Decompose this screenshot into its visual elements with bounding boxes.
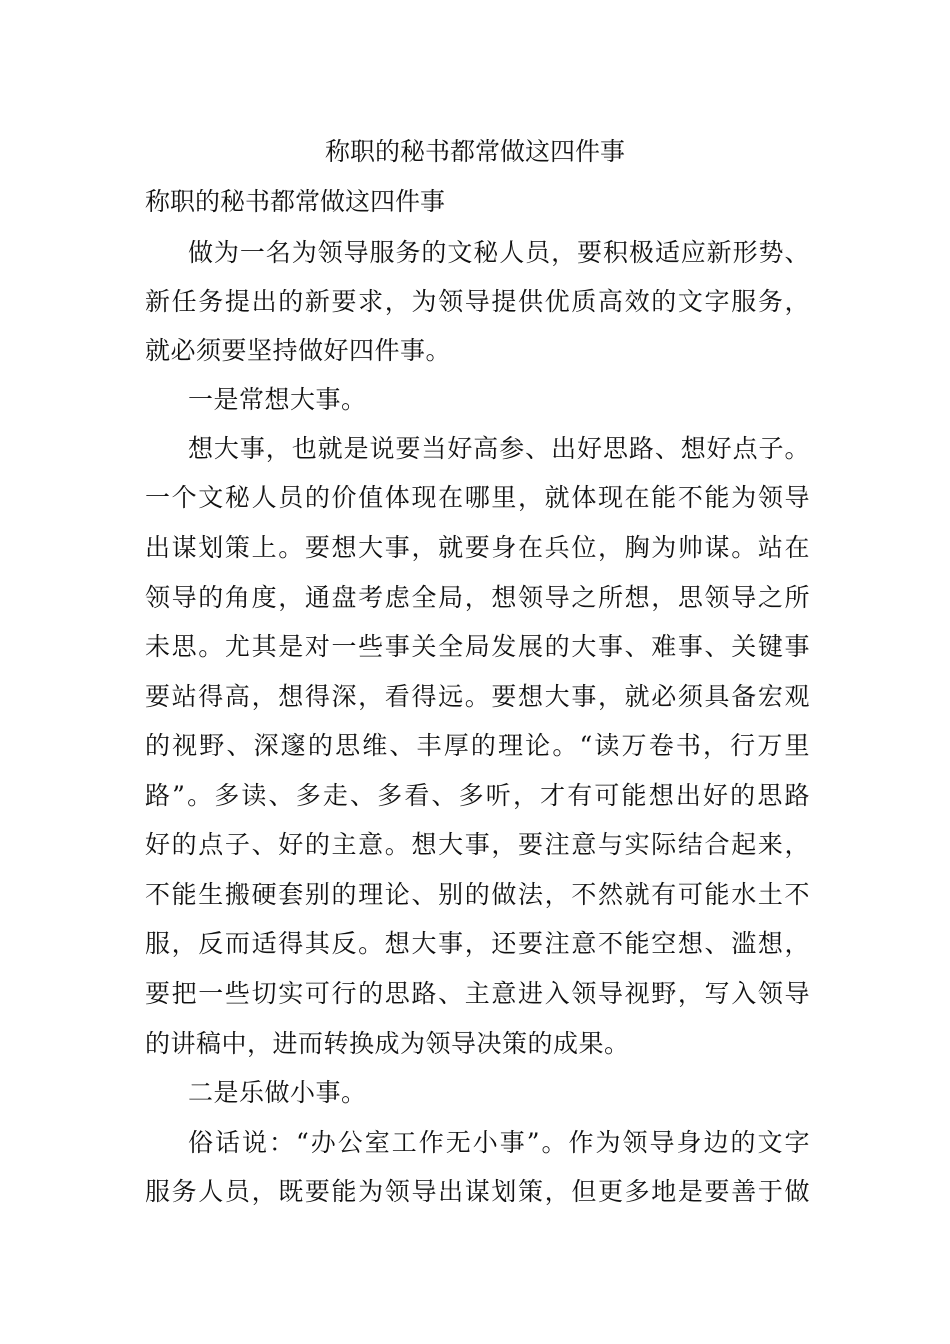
body-line-16: 要把一些切实可行的思路、主意进入领导视野，写入领导 (145, 979, 810, 1008)
body-line-20: 服务人员，既要能为领导出谋划策，但更多地是要善于做 (145, 1177, 810, 1206)
section-heading-2: 二是乐做小事。 (188, 1078, 367, 1107)
body-line-11: 的视野、深邃的思维、丰厚的理论。“读万卷书，行万里 (145, 731, 810, 760)
section-heading-1: 一是常想大事。 (188, 385, 367, 414)
body-line-12: 路”。多读、多走、多看、多听，才有可能想出好的思路 (145, 781, 810, 810)
body-line-8: 领导的角度，通盘考虑全局，想领导之所想，思领导之所 (145, 583, 810, 612)
body-line-6: 一个文秘人员的价值体现在哪里，就体现在能不能为领导 (145, 483, 810, 512)
body-line-7: 出谋划策上。要想大事，就要身在兵位，胸为帅谋。站在 (145, 533, 810, 562)
body-line-10: 要站得高，想得深，看得远。要想大事，就必须具备宏观 (145, 682, 810, 711)
document-subtitle: 称职的秘书都常做这四件事 (145, 187, 446, 216)
body-line-13: 好的点子、好的主意。想大事，要注意与实际结合起来， (145, 830, 810, 859)
body-line-15: 服，反而适得其反。想大事，还要注意不能空想、滥想， (145, 929, 810, 958)
body-line-14: 不能生搬硬套别的理论、别的做法，不然就有可能水土不 (145, 880, 810, 909)
body-line-5: 想大事，也就是说要当好高参、出好思路、想好点子。 (188, 434, 810, 463)
body-line-1: 做为一名为领导服务的文秘人员，要积极适应新形势、 (188, 238, 810, 267)
body-line-17: 的讲稿中，进而转换成为领导决策的成果。 (145, 1029, 630, 1058)
body-line-2: 新任务提出的新要求，为领导提供优质高效的文字服务， (145, 287, 810, 316)
document-title: 称职的秘书都常做这四件事 (324, 137, 625, 166)
body-line-3: 就必须要坚持做好四件事。 (145, 336, 452, 365)
body-line-9: 未思。尤其是对一些事关全局发展的大事、难事、关键事 (145, 632, 810, 661)
body-line-19: 俗话说：“办公室工作无小事”。作为领导身边的文字 (188, 1128, 810, 1157)
